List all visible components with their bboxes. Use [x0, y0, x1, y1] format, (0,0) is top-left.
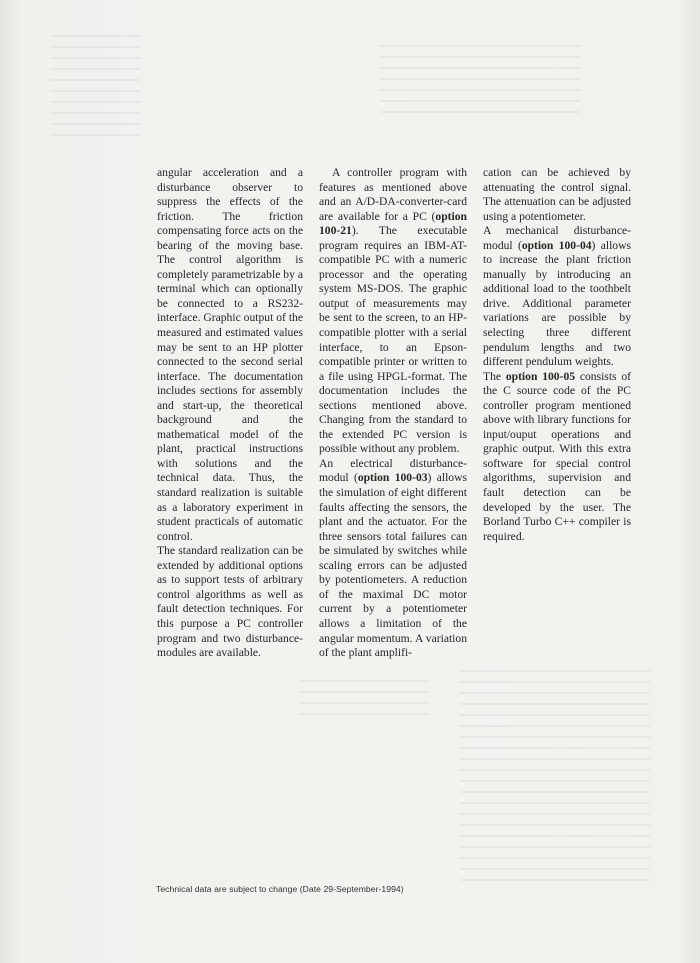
paragraph: The standard realization can be extended by additional options as to support tests of arbitrary control algorithms as well as fault detection techniques. For this purpose a PC controller program and two disturbance-modules are available. — [157, 544, 303, 660]
paragraph: cation can be achieved by attenuating the control signal. The attenuation can be adjusted using a potentiometer. — [483, 166, 631, 223]
text-column-1 — [157, 166, 303, 661]
option-code: option 100-21 — [319, 209, 467, 238]
footer-note: Technical data are subject to change (Date 29-September-1994) — [156, 884, 404, 894]
option-code: option 100-03 — [357, 471, 428, 485]
paragraph: A controller program with features as mentioned above and an A/D-DA-converter-card are available for a PC (option 100-21). The executable program requires an IBM-AT-compatible PC with a numeric processor and the operating system MS-DOS. The graphic output of measurements may be sent to the screen, to an HP-compatible plotter with a serial interface, to an Epson-compatible printer or written to a file using HPGL-format. The documentation includes the sections mentioned above. Changing from the standard to the extended PC version is possible without any problem. — [319, 166, 467, 456]
text-column-3 — [483, 166, 631, 544]
paragraph: angular acceleration and a disturbance observer to suppress the effects of the friction. The friction compensating force acts on the bearing of the moving base. The control algorithm is completely parametrizable by a terminal which can optionally be connected to a RS232-interface. Graphic output of the measured and estimated values may be sent to an HP plotter connected to the second serial interface. The documentation includes sections for assembly and start-up, the theoretical background and the mathematical model of the plant, practical instructions with solutions and the technical data. Thus, the standard realization is suitable as a laboratory experiment in student practicals of automatic control. — [157, 166, 303, 543]
paragraph: A mechanical disturbance-modul (option 100-04) allows to increase the plant friction manually by introducing an additional load to the toothbelt drive. Additional parameter variations are possible by selecting three different pendulum lengths and two different pendulum weights. — [483, 224, 631, 369]
paragraph: An electrical disturbance-modul (option 100-03) allows the simulation of eight different faults affecting the sensors, the plant and the actuator. For the three sensors total failures can be simulated by switches while scaling errors can be adjusted by potentiometers. A reduction of the maximal DC motor current by a potentiometer allows a limitation of the angular momentum. A variation of the plant amplifi- — [319, 456, 467, 660]
option-code: option 100-04 — [521, 238, 592, 252]
text-column-2 — [319, 166, 467, 661]
option-code: option 100-05 — [505, 369, 576, 383]
paragraph: The option 100-05 consists of the C source code of the PC controller program mentioned above with library functions for input/ouput operations and graphic output. With this extra software for special control algorithms, supervision and fault detection can be developed by the user. The Borland Turbo C++ compiler is required. — [483, 369, 631, 543]
